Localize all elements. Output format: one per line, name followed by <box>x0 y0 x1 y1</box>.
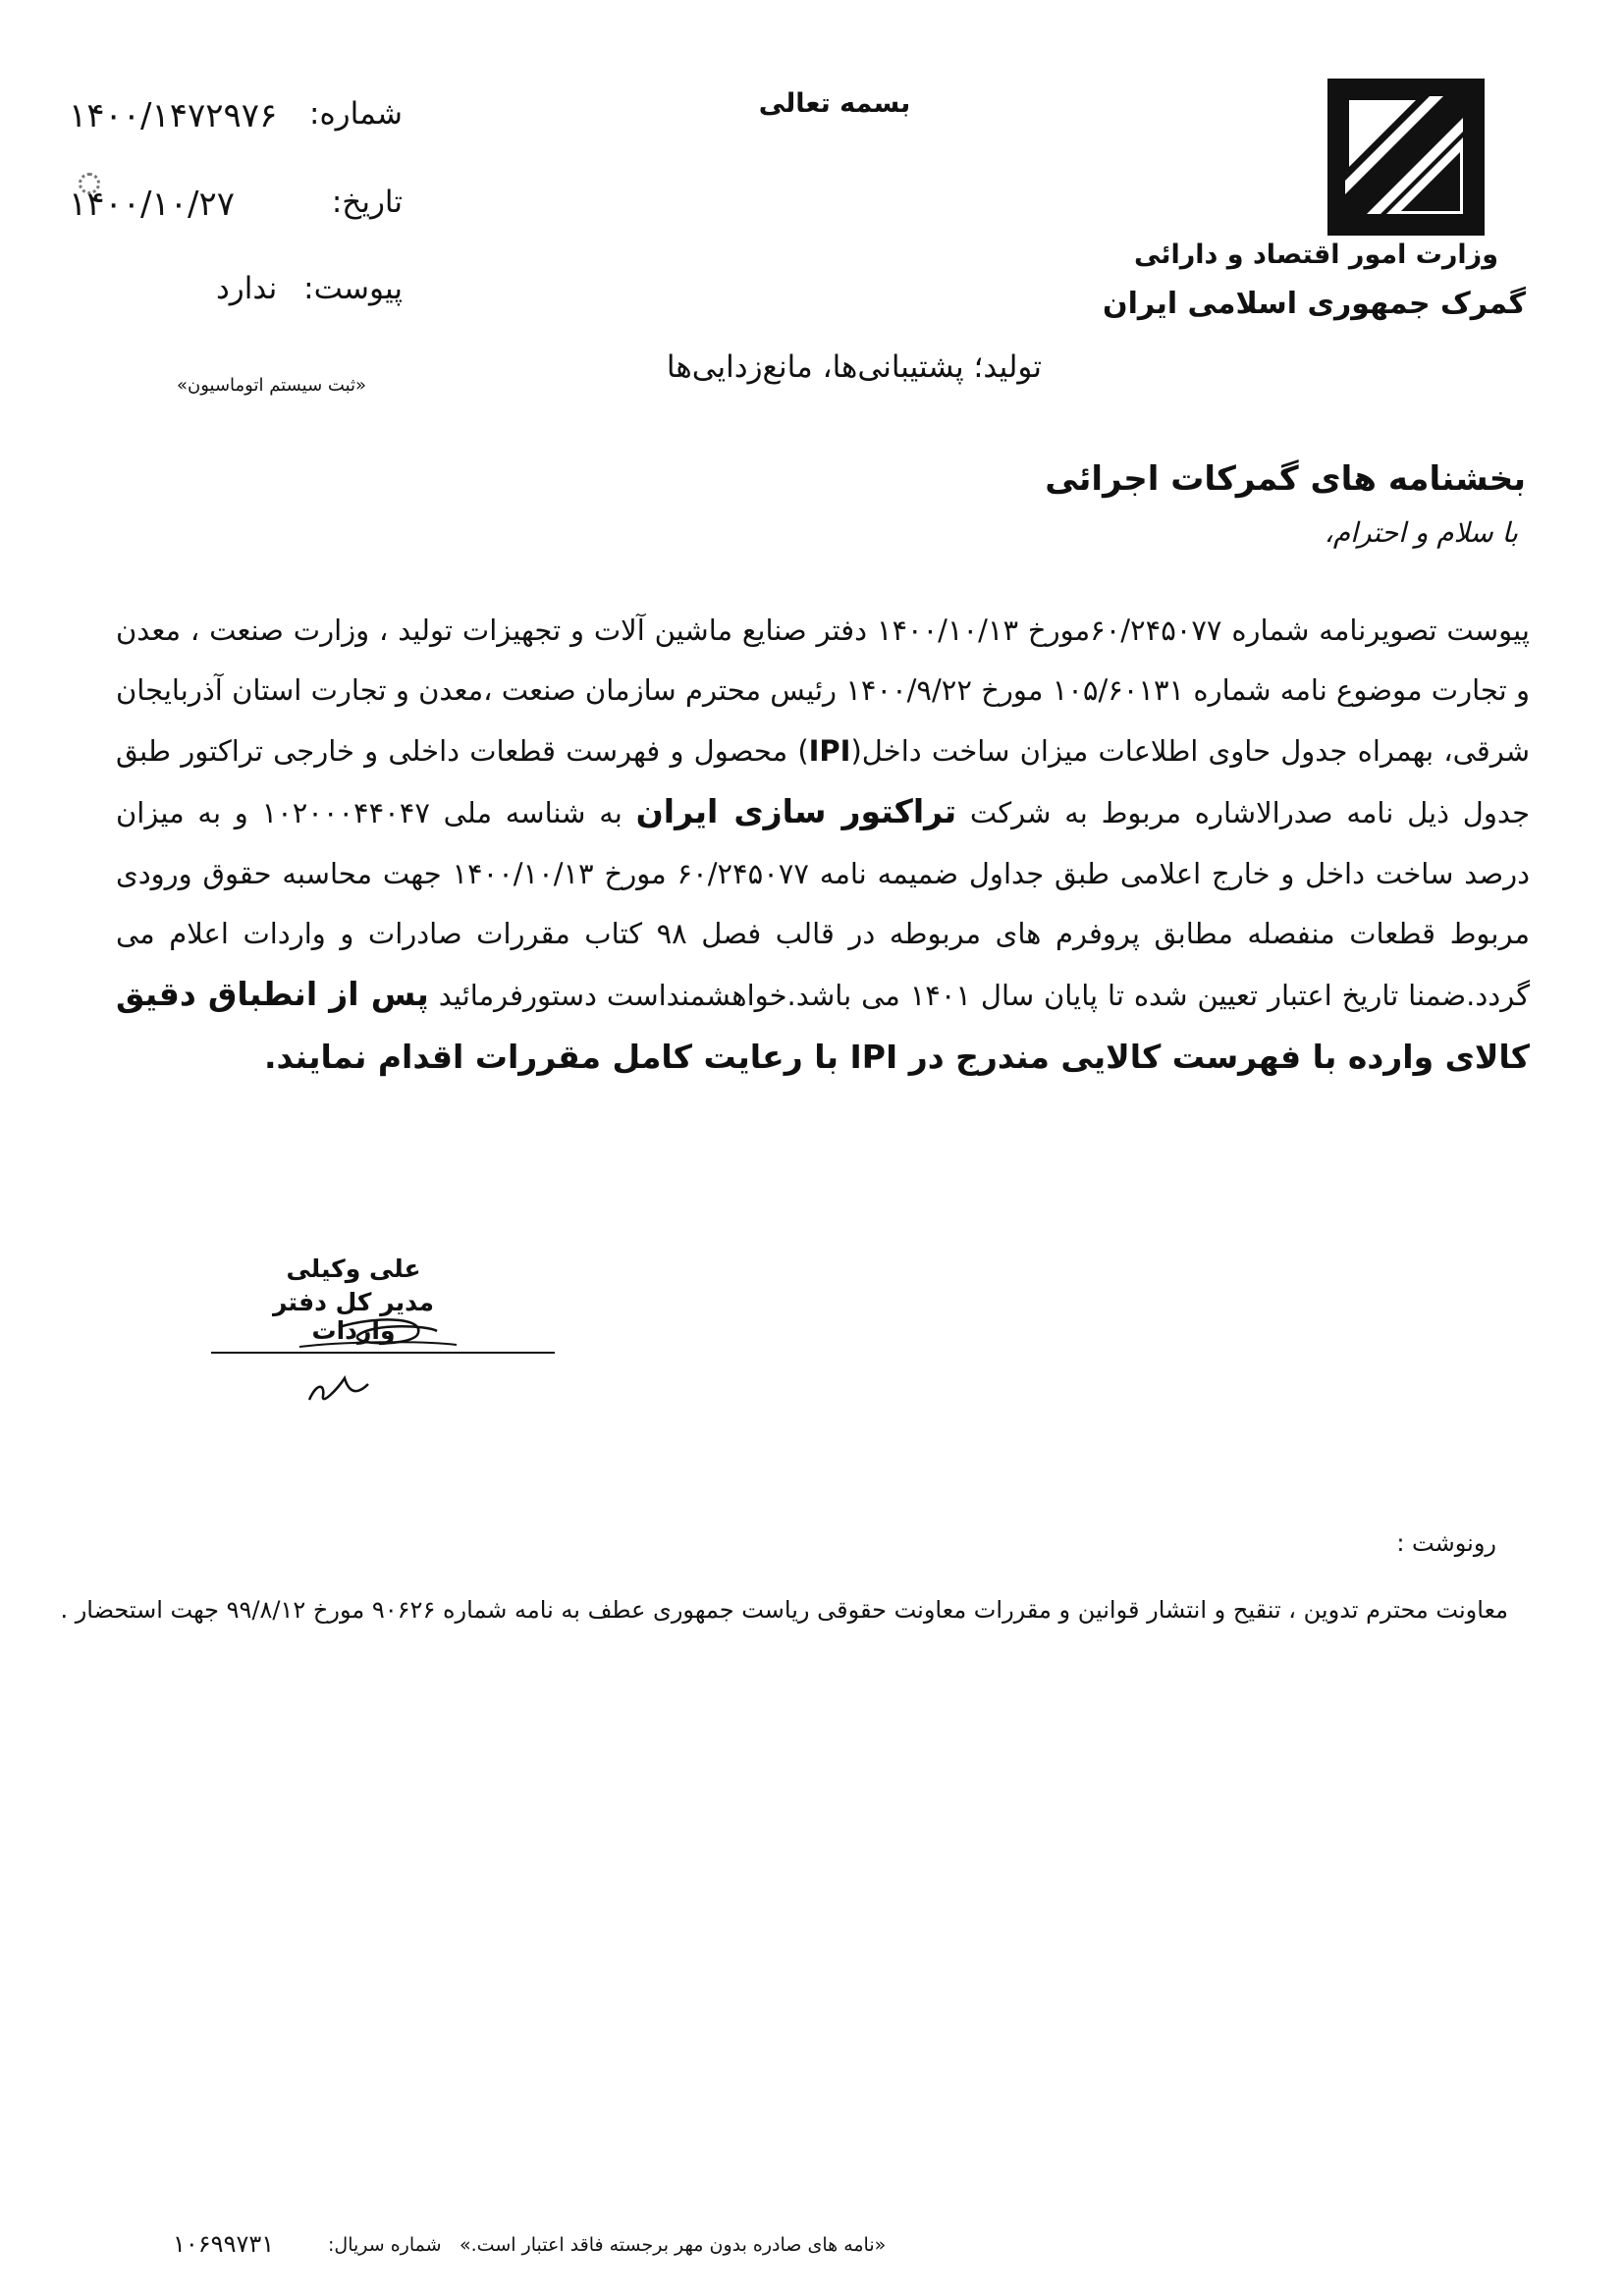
body-text: ) محصول و فهرست قطعات داخلی و خارجی تراکتور طبق جدول ذیل نامه صدرالاشاره مربوط به شرکت <box>116 733 1531 830</box>
small-seal-icon <box>79 173 100 194</box>
invocation-text: بسمه تعالی <box>758 88 911 119</box>
attachment-label: پیوست: <box>303 271 403 306</box>
attachment-row <box>69 271 403 320</box>
letter-number-label: شماره: <box>309 96 403 132</box>
body-ipi: IPI <box>808 733 851 768</box>
letter-number-row <box>69 96 403 145</box>
signer-title: مدیر کل دفتر واردات <box>272 1288 435 1345</box>
greeting-handwritten: با سلام و احترام، <box>1324 516 1518 549</box>
letter-number-value: ۱۴۰۰/۱۴۷۲۹۷۶ <box>69 96 278 135</box>
customs-name: گمرک جمهوری اسلامی ایران <box>1103 287 1526 321</box>
footer-validity-note: «نامه های صادره بدون مهر برجسته فاقد اعتبار است.» <box>460 2234 887 2256</box>
letter-date-label: تاریخ: <box>331 185 403 220</box>
body-emphasis: پس از انطباق دقیق کالای وارده با فهرست کالایی مندرج در IPI با رعایت کامل مقررات اقدام نمایند. <box>116 975 1530 1076</box>
body-text: به شناسه ملی ۱۰۲۰۰۰۴۴۰۴۷ و به میزان درصد ساخت داخل و خارج اعلامی طبق جداول ضمیمه نامه ۶۰/۲۴۵۰۷۷ مورخ ۱۴۰۰/۱۰/۱۳ جهت محاسبه حقوق ورودی مربوط قطعات منفصله مطابق پروفرم های مربوطه در قالب فصل ۹۸ کتاب مقررات صادرات و واردات اعلام می گردد.ضمنا تاریخ اعتبار تعیین شده تا پایان سال ۱۴۰۱ می باشد.خواهشمنداست دستورفرمائید <box>116 796 1531 1013</box>
letter-date-value: ۱۴۰۰/۱۰/۲۷ <box>69 185 236 224</box>
serial-value: ۱۰۶۹۹۷۳۱ <box>173 2230 275 2258</box>
cc-text: معاونت محترم تدوین ، تنقیح و انتشار قوانین و مقررات معاونت حقوقی ریاست جمهوری عطف به نامه شماره ۹۰۶۲۶ مورخ ۹۹/۸/۱۲ جهت استحضار . <box>60 1596 1508 1624</box>
automation-note: «ثبت سیستم اتوماسیون» <box>177 375 367 396</box>
body-company-name: تراکتور سازی ایران <box>635 792 957 831</box>
body-text: پیوست تصویرنامه شماره ۶۰/۲۴۵۰۷۷مورخ ۱۴۰۰/۱۰/۱۳ دفتر صنایع ماشین آلات و تجهیزات تولید ، وزارت صنعت ، معدن و تجارت موضوع نامه شماره ۱۰۵/۶۰۱۳۱ مورخ ۱۴۰۰/۹/۲۲ رئیس محترم سازمان صنعت ،معدن و تجارت استان آذربایجان شرقی، بهمراه جدول حاوی اطلاعات میزان ساخت داخل( <box>116 614 1530 768</box>
attachment-value: ندارد <box>216 271 278 306</box>
handwritten-signature-icon <box>201 1306 574 1414</box>
customs-emblem-icon <box>1327 79 1485 236</box>
ministry-name: وزارت امور اقتصاد و دارائی <box>1134 240 1498 270</box>
letter-date-row <box>69 185 403 234</box>
cc-label: رونوشت : <box>1396 1529 1496 1557</box>
slogan-text: تولید؛ پشتیبانی‌ها، مانع‌زدایی‌ها <box>666 349 1043 385</box>
serial-label: شماره سریال: <box>328 2234 442 2256</box>
letter-body <box>116 601 1530 1089</box>
signer-name: علی وکیلی <box>286 1255 421 1283</box>
circular-title: بخشنامه های گمرکات اجرائی <box>1045 459 1526 499</box>
